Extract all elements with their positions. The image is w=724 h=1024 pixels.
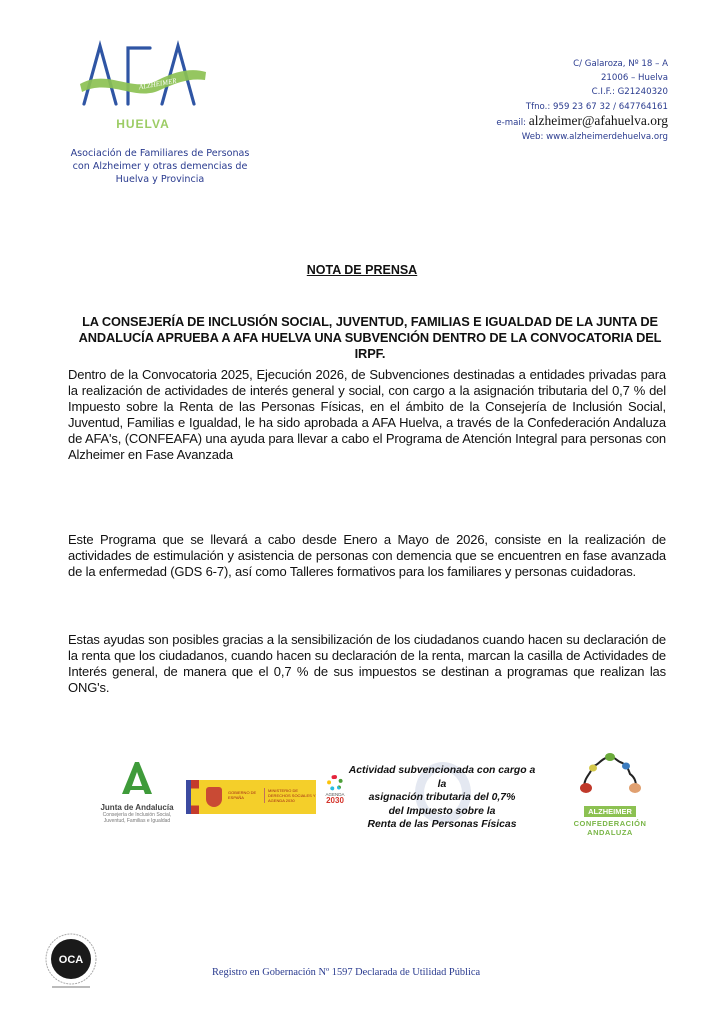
irpf-notice xyxy=(344,764,540,832)
irpf-line: Renta de las Personas Físicas xyxy=(367,819,517,830)
spain-flag-icon xyxy=(186,780,199,814)
association-line: con Alzheimer y otras demencias de xyxy=(72,161,248,172)
confeafa-line1: CONFEDERACIÓN xyxy=(573,819,647,828)
junta-a-icon xyxy=(120,760,154,796)
contact-email-label: e-mail: xyxy=(496,117,527,128)
irpf-line: asignación tributaria del 0,7% xyxy=(368,792,516,803)
oca-certification-seal xyxy=(42,932,100,990)
document-label: NOTA DE PRENSA xyxy=(306,263,418,277)
confeafa-logo xyxy=(560,752,660,837)
confeafa-badge: ALZHEIMER xyxy=(584,806,636,817)
irpf-line: Actividad subvencionada con cargo a la xyxy=(348,765,536,790)
body-paragraph: Estas ayudas son posibles gracias a la sensibilización de los ciudadanos cuando hacen su declaración de la renta que los ciudadanos, cuando hacen su declaración de la renta, marcan la casilla de Actividades de Interés general, de manera que el 0,7 % de sus impuestos se destinan a programas que realizan las ONG's. xyxy=(68,632,666,695)
association-line: Asociación de Familiares de Personas xyxy=(70,148,250,159)
gobierno-text: GOBIERNO DE ESPAÑA xyxy=(228,790,257,800)
contact-web-link[interactable]: Web: www.alzheimerdehuelva.org xyxy=(521,132,668,143)
confeafa-line2: ANDALUZA xyxy=(587,828,633,837)
junta-name: Junta de Andalucía xyxy=(100,803,174,812)
irpf-line: del Impuesto sobre la xyxy=(388,805,496,817)
junta-sub: Consejería de Inclusión Social, Juventud, Familias e Igualdad xyxy=(102,812,172,824)
ministerio-text: MINISTERIO DE DERECHOS SOCIALES Y AGENDA 2030 xyxy=(264,788,320,803)
registry-footer: Registro en Gobernación Nº 1597 Declarada de Utilidad Pública xyxy=(212,967,481,978)
contact-email-row xyxy=(496,114,668,130)
contact-postal: 21006 – Huelva xyxy=(600,73,668,84)
association-line: Huelva y Provincia xyxy=(115,174,205,185)
body-paragraph: Este Programa que se llevará a cabo desde Enero a Mayo de 2026, consiste en la realización de actividades de estimulación y asistencia de personas con demencia que se encuentren en fase avanzada de la enfermedad (GDS 6-7), así como Talleres formativos para los familiares y personas cuidadoras. xyxy=(68,532,666,579)
contact-email-link[interactable]: alzheimer@afahuelva.org xyxy=(528,112,668,128)
agenda-label: AGENDA xyxy=(325,792,345,797)
body-paragraph: Dentro de la Convocatoria 2025, Ejecución 2026, de Subvenciones destinadas a entidades privadas para la realización de actividades de interés general y social, con cargo a la asignación tributaria del 0,7 % del Impuesto sobre la Renta de las Personas Físicas, en el ámbito de la Consejería de Inclusión Social, Juventud, Familias e Igualdad, le ha sido aprobada a AFA Huelva, a través de la Confederación Andaluza de AFA's, (CONFEAFA) una ayuda para llevar a cabo el Programa de Atención Integral para personas con Alzheimer en Fase Avanzada xyxy=(68,367,666,462)
confeafa-figures-icon xyxy=(578,752,642,796)
gobierno-espana-logo xyxy=(186,780,316,814)
sdg-wheel-icon xyxy=(327,775,343,791)
logo-city: HUELVA xyxy=(116,117,170,131)
contact-phone: Tfno.: 959 23 67 32 / 647764161 xyxy=(525,101,668,112)
logo-band-text: ALZHEIMER xyxy=(138,76,178,92)
headline: LA CONSEJERÍA DE INCLUSIÓN SOCIAL, JUVENTUD, FAMILIAS E IGUALDAD DE LA JUNTA DE ANDALUCÍA APRUEBA A AFA HUELVA UNA SUBVENCIÓN DENTRO DE LA CONVOCATORIA DEL IRPF. xyxy=(78,314,662,361)
contact-cif: C.I.F.: G21240320 xyxy=(591,87,668,98)
junta-andalucia-logo xyxy=(92,760,182,824)
agenda-year: 2030 xyxy=(326,796,344,805)
contact-block xyxy=(496,57,668,144)
logo-letter-f xyxy=(128,48,150,104)
coat-of-arms-icon xyxy=(206,787,222,807)
contact-address: C/ Galaroza, Nº 18 – A xyxy=(573,59,668,69)
logo-letter-a1 xyxy=(84,46,116,104)
oca-seal-text: OCA xyxy=(58,954,84,966)
association-name xyxy=(60,147,260,186)
afa-huelva-logo xyxy=(78,38,208,136)
